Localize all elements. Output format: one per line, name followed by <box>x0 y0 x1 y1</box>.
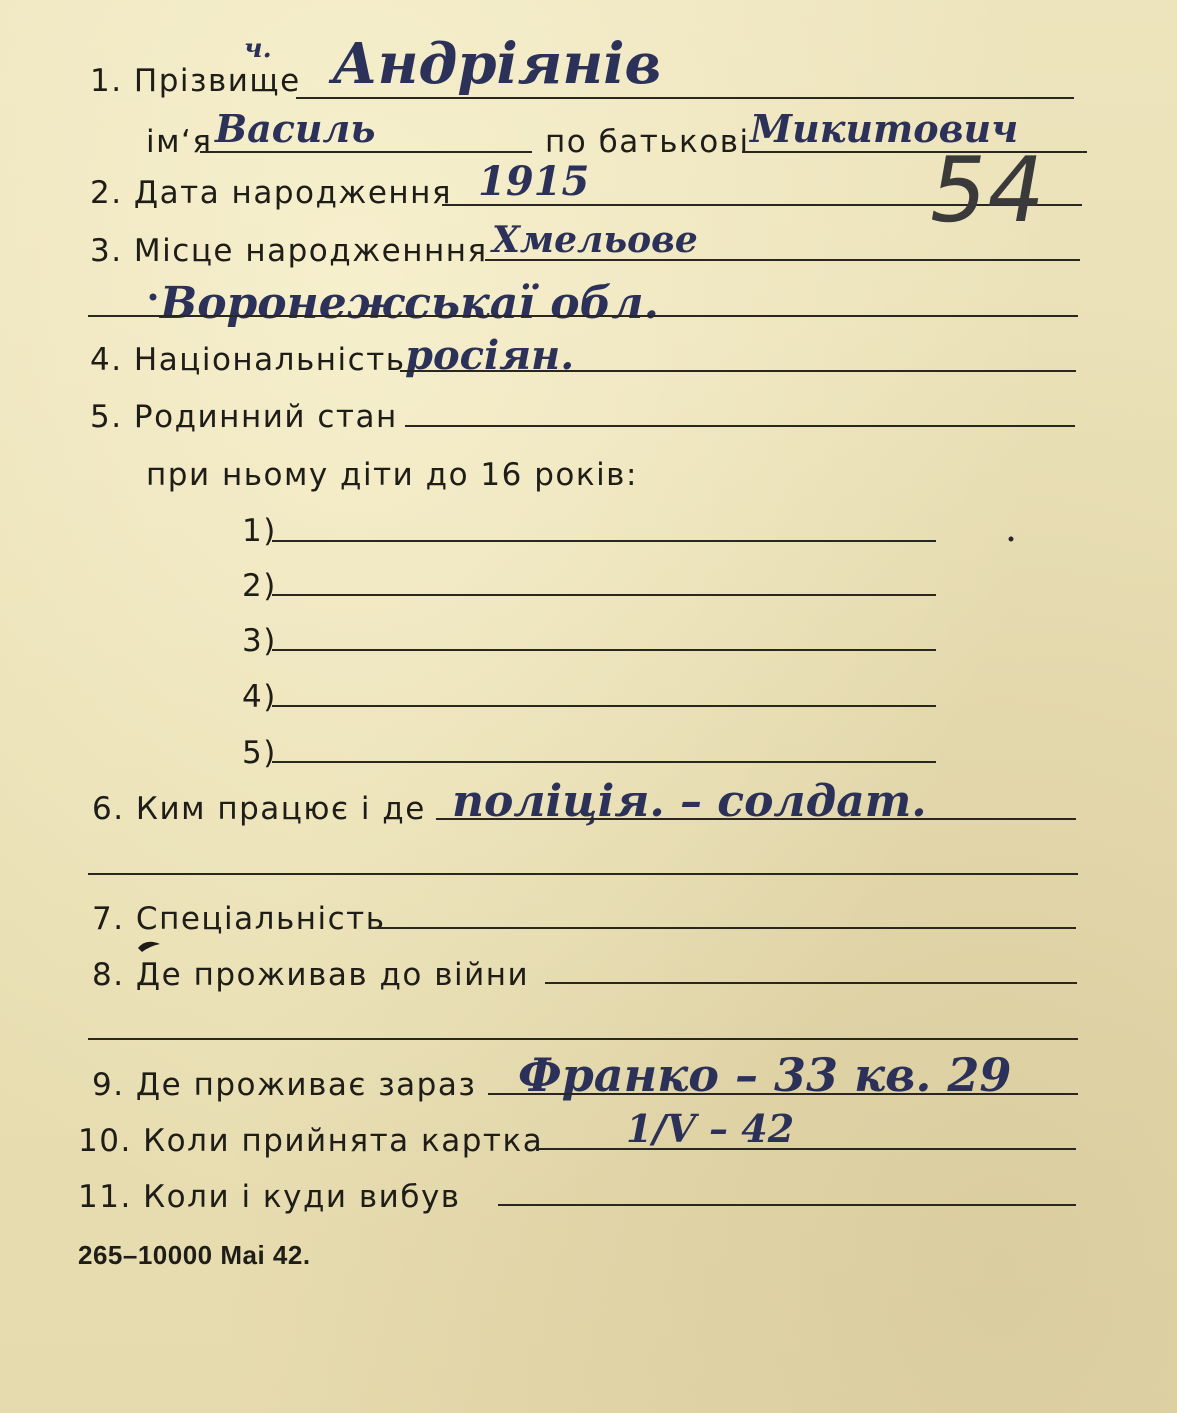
surname-mark: ч. <box>244 34 272 64</box>
print-code: 265–10000 Mai 42. <box>78 1240 311 1270</box>
children-label: при ньому діти до 16 років: <box>146 457 638 493</box>
patronymic-value: Микитович <box>750 106 1019 151</box>
birth-date-value: 1915 <box>478 158 590 205</box>
surname-label: 1. Прізвище <box>90 63 301 99</box>
specialty-label: 7. Спеціальність <box>92 901 386 937</box>
occupation-value: поліція. – солдат. <box>452 776 927 827</box>
child-line <box>272 594 936 596</box>
child-number: 4) <box>242 679 277 715</box>
prewar-residence-line-2 <box>88 1038 1078 1040</box>
current-residence-value: Франко – 33 кв. 29 <box>518 1048 1012 1102</box>
margin-number: 54 <box>920 138 1054 243</box>
surname-line <box>296 97 1074 99</box>
ink-blot <box>136 936 166 956</box>
marital-status-label: 5. Родинний стан <box>90 399 398 435</box>
prewar-residence-line-1 <box>545 982 1077 984</box>
nationality-value: росіян. <box>405 332 575 379</box>
child-number: 3) <box>242 623 277 659</box>
child-line <box>272 705 936 707</box>
card-date-value: 1/V – 42 <box>626 1106 795 1151</box>
specialty-line <box>370 927 1076 929</box>
child-line <box>272 761 936 763</box>
nationality-label: 4. Національність <box>90 342 406 378</box>
birthplace-line-2 <box>88 315 1078 317</box>
nationality-line <box>400 370 1076 372</box>
occupation-label: 6. Ким працює і де <box>92 791 426 827</box>
patronymic-label: по батькові <box>545 124 750 160</box>
first-name-label: ім‘я <box>146 124 213 160</box>
first-name-value: Василь <box>215 106 376 151</box>
marital-status-line <box>405 425 1075 427</box>
first-name-line <box>200 151 532 153</box>
card-date-label: 10. Коли прийнята картка <box>78 1123 544 1159</box>
ink-dot <box>1006 534 1016 544</box>
child-number: 1) <box>242 513 277 549</box>
card-date-line <box>536 1148 1076 1150</box>
current-residence-label: 9. Де проживає зараз <box>92 1067 477 1103</box>
occupation-line-2 <box>88 873 1078 875</box>
child-number: 5) <box>242 735 277 771</box>
prewar-residence-label: 8. Де проживав до війни <box>92 957 530 993</box>
child-number: 2) <box>242 568 277 604</box>
child-line <box>272 540 936 542</box>
departure-label: 11. Коли і куди вибув <box>78 1179 461 1215</box>
birthplace-label: 3. Місце народженння <box>90 233 488 269</box>
current-residence-line <box>488 1093 1078 1095</box>
birthplace-value-2: Воронежськаї обл. <box>160 278 659 329</box>
birth-date-label: 2. Дата народження <box>90 175 453 211</box>
surname-value: Андріянів <box>332 31 662 97</box>
occupation-line-1 <box>436 818 1076 820</box>
birthplace-line-1 <box>485 259 1080 261</box>
child-line <box>272 649 936 651</box>
departure-line <box>498 1204 1076 1206</box>
ink-dot <box>148 292 158 302</box>
birthplace-value-1: Хмельове <box>492 219 698 261</box>
